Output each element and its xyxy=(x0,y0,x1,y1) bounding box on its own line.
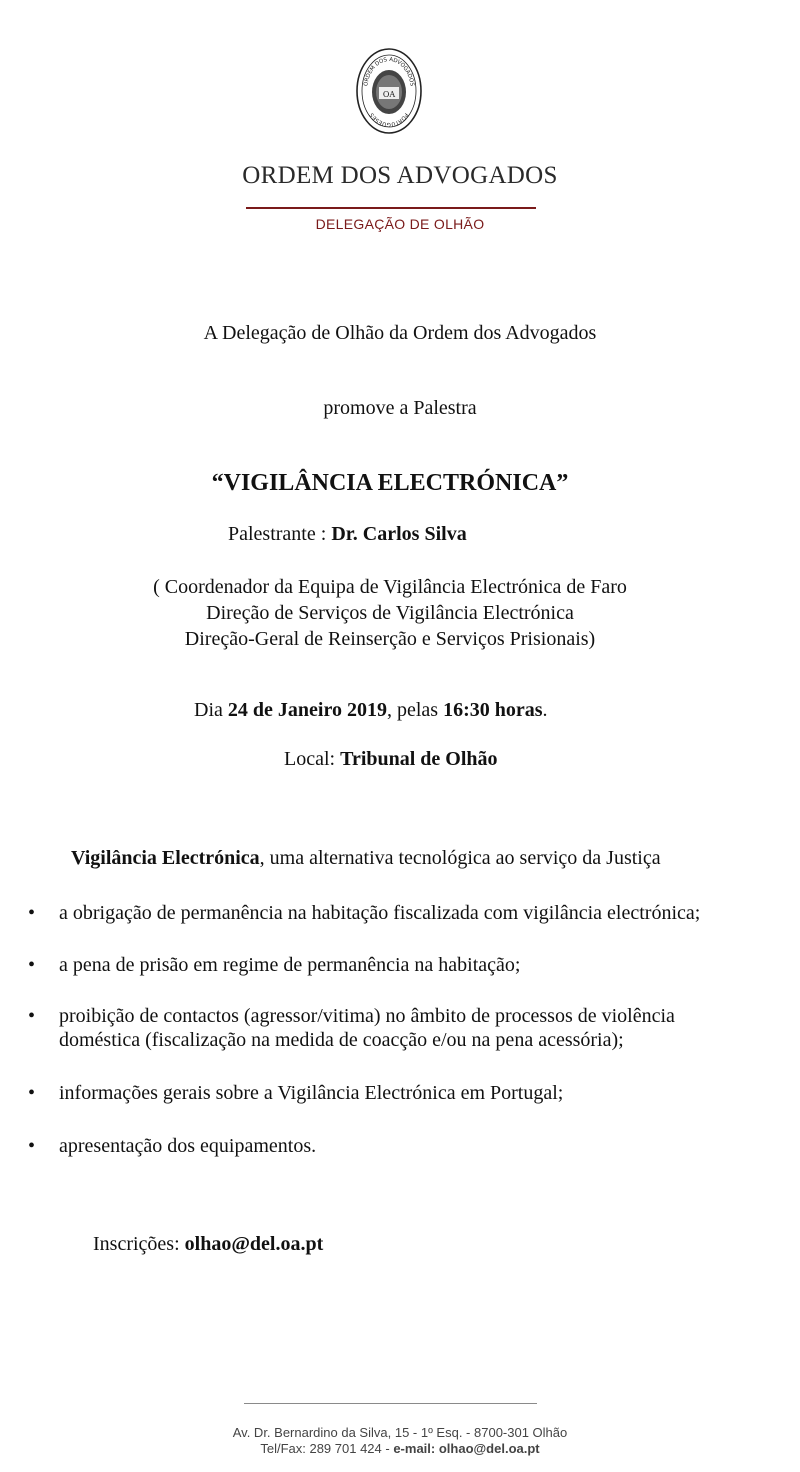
seal-text-bottom: PORTUGUESES xyxy=(369,111,409,128)
talk-title: “VIGILÂNCIA ELECTRÓNICA” xyxy=(211,470,569,496)
list-item: proibição de contactos (agressor/vitima) no âmbito de processos de violência doméstica (fiscalização na medida de coacção e/ou na pena acessória); xyxy=(59,1005,675,1051)
speaker-name: Dr. Carlos Silva xyxy=(331,523,467,545)
bullet-icon: • xyxy=(28,1082,36,1104)
speaker-role-2: Direção de Serviços de Vigilância Electrónica xyxy=(206,602,574,624)
speaker-line xyxy=(228,523,467,546)
delegation-name: DELEGAÇÃO DE OLHÃO xyxy=(315,216,485,232)
intro-line-2: promove a Palestra xyxy=(323,397,477,419)
registration-email[interactable]: olhao@del.oa.pt xyxy=(184,1233,324,1255)
topic-line xyxy=(71,847,661,870)
bullet-icon: • xyxy=(28,902,36,924)
seal-text-top: ORDEM DOS ADVOGADOS xyxy=(363,56,415,87)
list-item: apresentação dos equipamentos. xyxy=(59,1135,317,1157)
location-label: Local: xyxy=(284,748,341,770)
footer-email[interactable]: olhao@del.oa.pt xyxy=(438,1441,540,1456)
event-time: 16:30 horas xyxy=(443,699,543,721)
event-date: 24 de Janeiro 2019 xyxy=(227,699,387,721)
registration-label: Inscrições: xyxy=(93,1233,185,1255)
seal-monogram: OA xyxy=(382,90,396,99)
date-end: . xyxy=(542,699,548,721)
topic-bold: Vigilância Electrónica xyxy=(71,847,260,869)
footer-contact xyxy=(0,1441,800,1456)
day-prefix: Dia xyxy=(194,699,228,721)
speaker-label: Palestrante : xyxy=(228,523,332,545)
header-divider xyxy=(246,207,536,209)
topic-rest: , uma alternativa tecnológica ao serviço da Justiça xyxy=(259,847,661,869)
speaker-role-1: ( Coordenador da Equipa de Vigilância Electrónica de Faro xyxy=(153,576,627,598)
list-item: a pena de prisão em regime de permanência na habitação; xyxy=(59,954,521,976)
location-value: Tribunal de Olhão xyxy=(340,748,498,770)
speaker-roles xyxy=(0,574,790,652)
seal-logo xyxy=(355,47,423,135)
footer-address: Av. Dr. Bernardino da Silva, 15 - 1º Esq. - 8700-301 Olhão xyxy=(232,1425,568,1440)
footer-telfax: Tel/Fax: 289 701 424 - xyxy=(260,1441,394,1456)
location-line xyxy=(284,748,498,771)
intro-line-1: A Delegação de Olhão da Ordem dos Advogados xyxy=(203,322,597,344)
list-item: a obrigação de permanência na habitação fiscalizada com vigilância electrónica; xyxy=(59,902,701,924)
footer-email-label: e-mail: xyxy=(393,1441,439,1456)
organization-name: ORDEM DOS ADVOGADOS xyxy=(242,162,558,189)
bullet-icon: • xyxy=(28,954,36,976)
speaker-role-3: Direção-Geral de Reinserção e Serviços Prisionais) xyxy=(184,628,596,650)
date-line xyxy=(194,699,548,722)
bullet-icon: • xyxy=(28,1005,36,1027)
footer-divider xyxy=(244,1403,537,1404)
registration-line xyxy=(93,1233,323,1256)
date-mid: , pelas xyxy=(386,699,444,721)
list-item: informações gerais sobre a Vigilância Electrónica em Portugal; xyxy=(59,1082,564,1104)
bullet-icon: • xyxy=(28,1135,36,1157)
